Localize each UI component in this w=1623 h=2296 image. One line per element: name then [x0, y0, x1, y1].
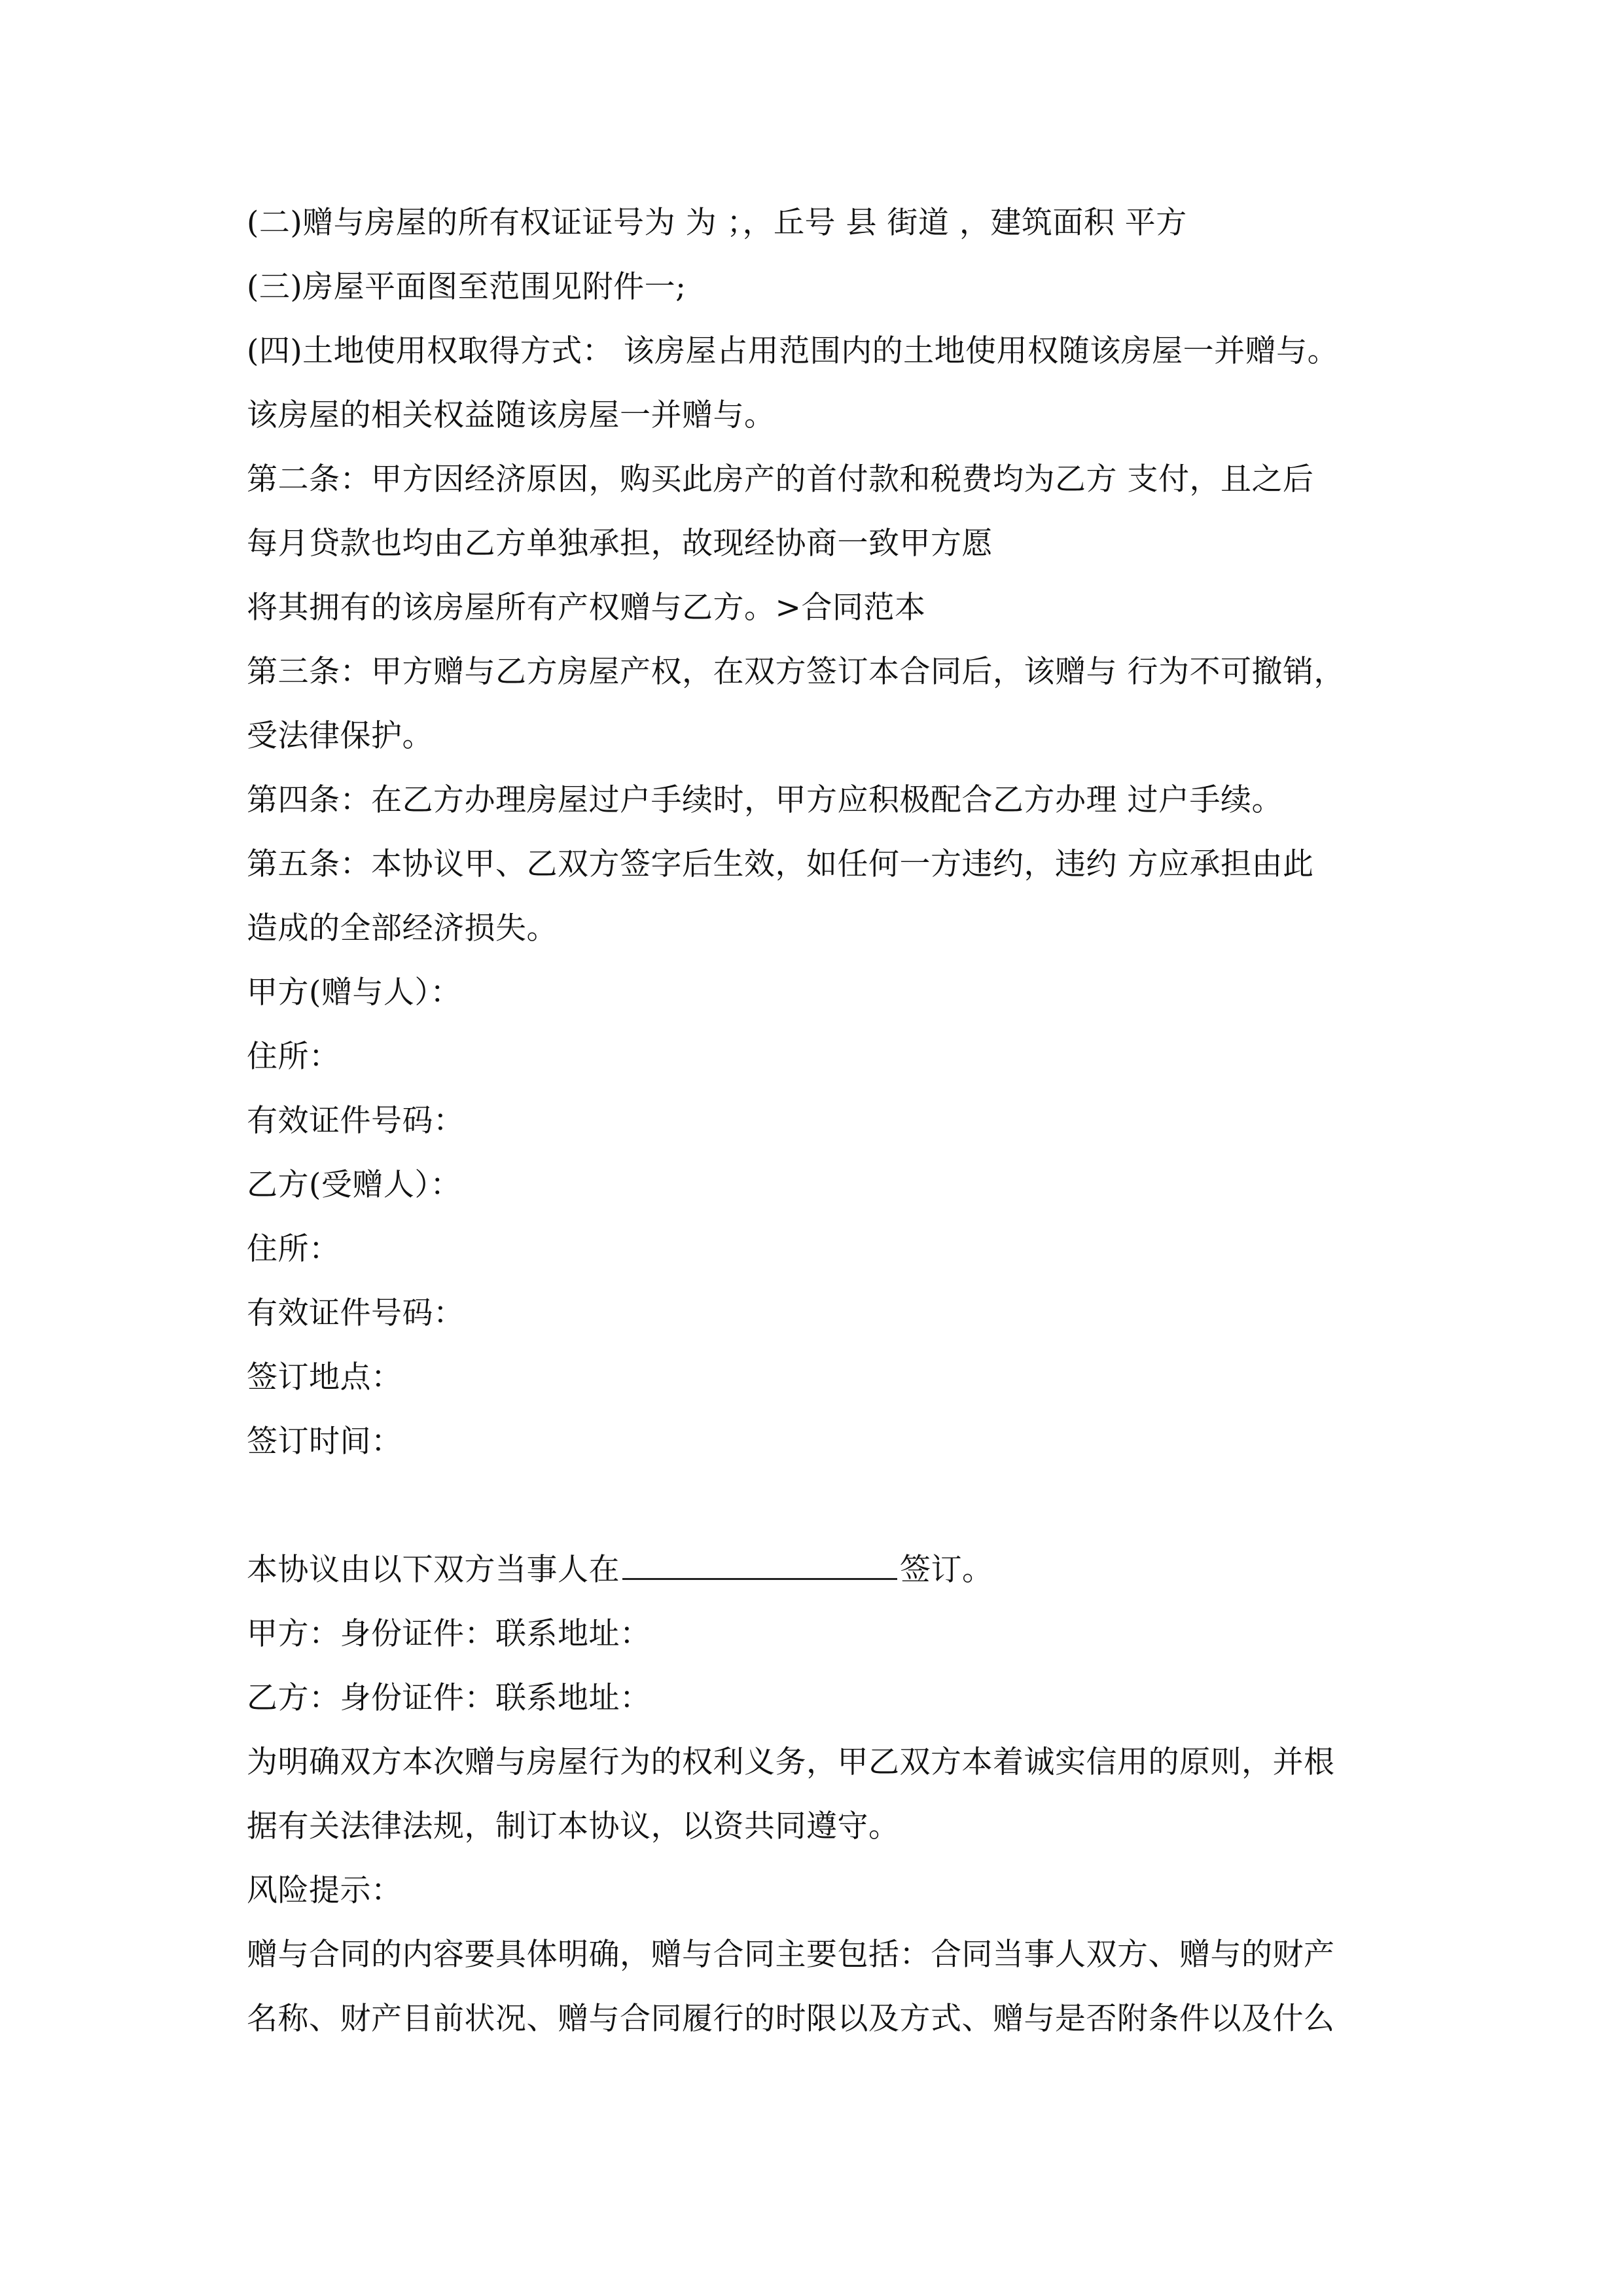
text-line: (三)房屋平面图至范围见附件一;: [247, 269, 687, 305]
party-b-id-label: 有效证件号码：: [247, 1295, 465, 1331]
text-line: 第四条：在乙方办理房屋过户手续时，甲方应积极配合乙方办理 过户手续。: [247, 782, 1283, 818]
text-line: 据有关法律法规，制订本协议，以资共同遵守。: [247, 1808, 900, 1844]
contract-body: [247, 191, 1438, 2051]
signing-place-label: 签订地点：: [247, 1359, 402, 1395]
text-line: 第五条：本协议甲、乙双方签字后生效，如任何一方违约，违约 方应承担由此: [247, 846, 1314, 882]
text-line: 第二条：甲方因经济原因，购买此房产的首付款和税费均为乙方 支付，且之后: [247, 461, 1314, 497]
signing-location-line: [247, 1538, 1438, 1602]
text-line: 为明确双方本次赠与房屋行为的权利义务，甲乙双方本着诚实信用的原则，并根: [247, 1744, 1335, 1780]
signing-time-label: 签订时间：: [247, 1424, 402, 1460]
signing-location-blank: [622, 1549, 897, 1580]
party-a-id-label: 有效证件号码：: [247, 1103, 465, 1139]
text-line: 造成的全部经济损失。: [247, 910, 558, 946]
text-line: 甲方：身份证件：联系地址：: [247, 1616, 651, 1652]
risk-notice-heading: 风险提示：: [247, 1873, 402, 1909]
text-line: 将其拥有的该房屋所有产权赠与乙方。>合同范本: [247, 590, 926, 626]
text-line: 名称、财产目前状况、赠与合同履行的时限以及方式、赠与是否附条件以及什么: [247, 2001, 1335, 2037]
text-line: 赠与合同的内容要具体明确，赠与合同主要包括：合同当事人双方、赠与的财产: [247, 1937, 1335, 1973]
text-line: 每月贷款也均由乙方单独承担，故现经协商一致甲方愿: [247, 526, 993, 562]
blank-gap: [247, 1474, 1438, 1538]
signing-line-suffix: 签订。: [900, 1552, 993, 1588]
text-line: 第三条：甲方赠与乙方房屋产权，在双方签订本合同后，该赠与 行为不可撤销，: [247, 654, 1345, 690]
party-a-address-label: 住所：: [247, 1039, 340, 1075]
signing-line-prefix: 本协议由以下双方当事人在: [247, 1552, 620, 1588]
text-line: (二)赠与房屋的所有权证证号为 为 ；，丘号 县 街道 ，建筑面积 平方: [247, 205, 1187, 241]
party-b-label: 乙方(受赠人）：: [247, 1167, 461, 1203]
text-line: (四)土地使用权取得方式： 该房屋占用范围内的土地使用权随该房屋一并赠与。: [247, 333, 1339, 369]
text-line: 乙方：身份证件：联系地址：: [247, 1680, 651, 1716]
party-a-label: 甲方(赠与人）：: [247, 975, 461, 1011]
text-line: 该房屋的相关权益随该房屋一并赠与。: [247, 397, 776, 433]
text-line: 受法律保护。: [247, 718, 433, 754]
party-b-address-label: 住所：: [247, 1231, 340, 1267]
